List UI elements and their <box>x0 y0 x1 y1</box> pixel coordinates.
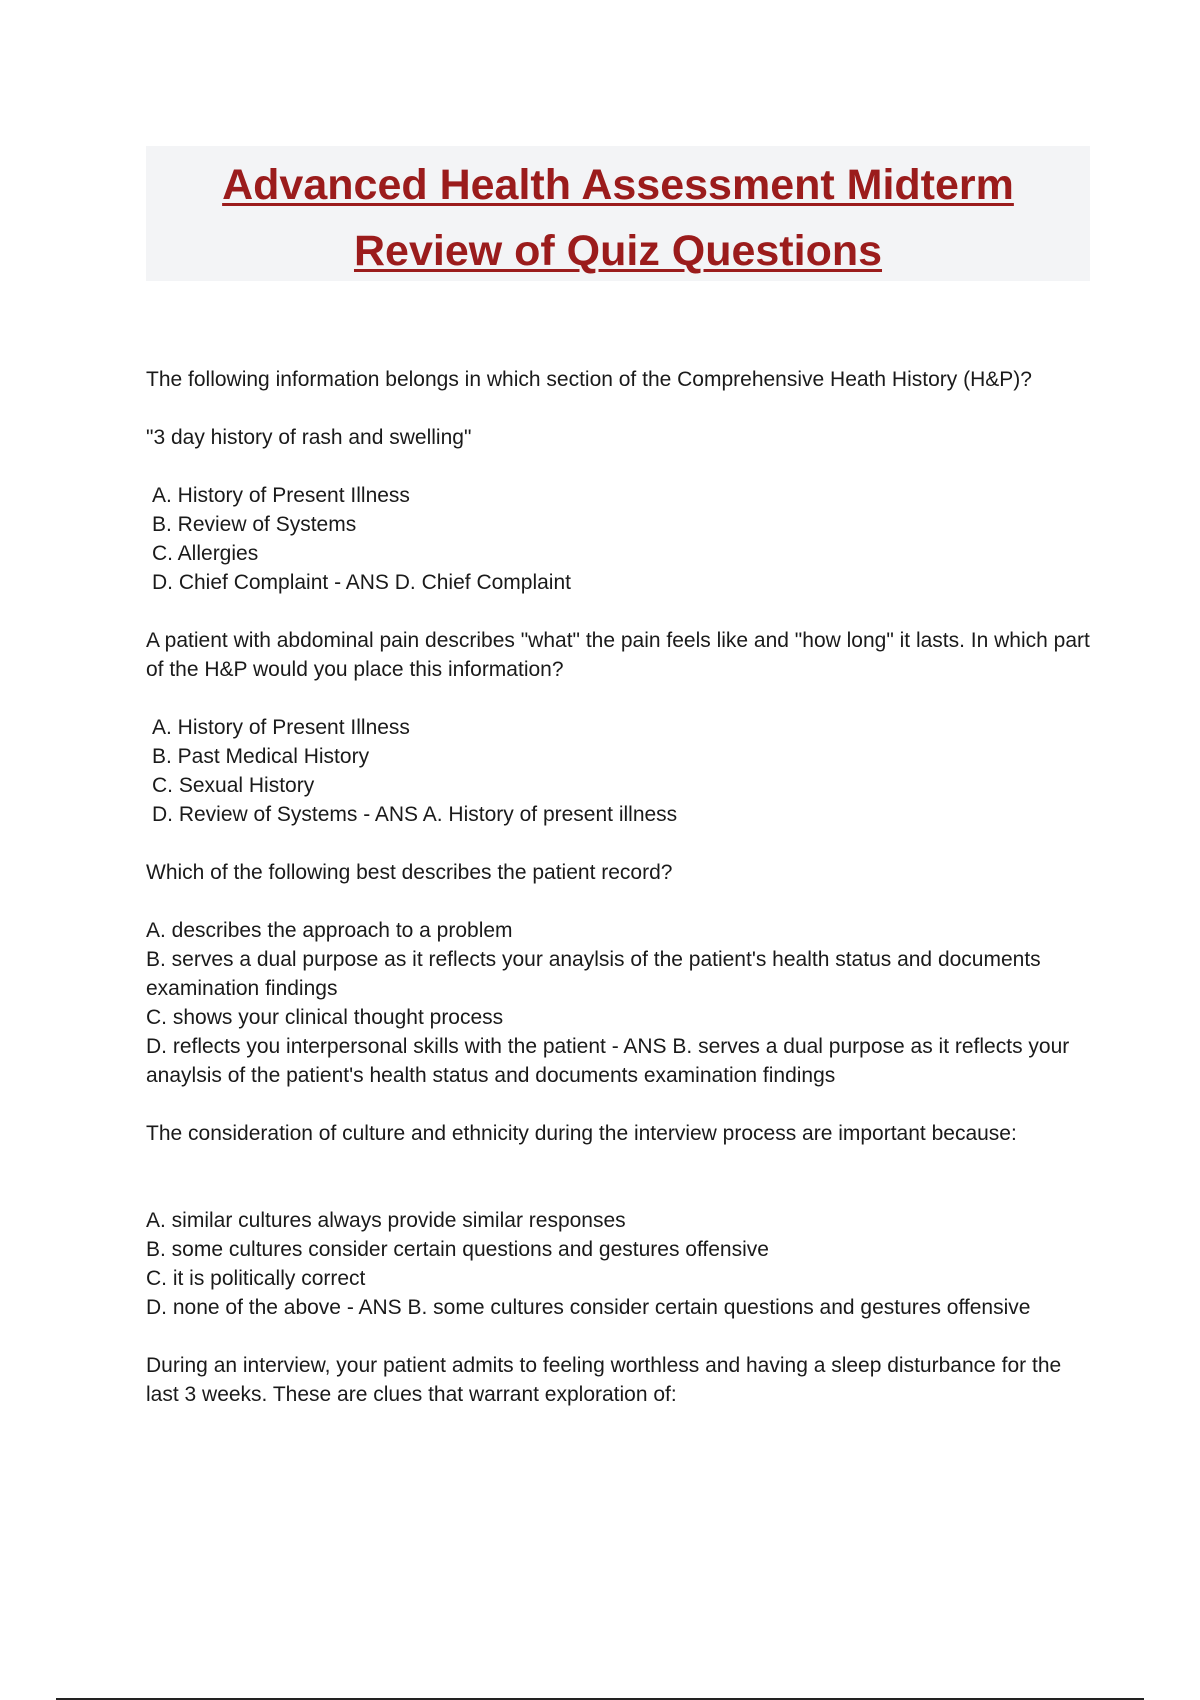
question-4-option-b: B. some cultures consider certain questions and gestures offensive <box>146 1238 769 1261</box>
question-3-options <box>146 916 1096 1090</box>
document-title-line-1: Advanced Health Assessment Midterm <box>222 161 1014 209</box>
question-4-option-d-answer: D. none of the above - ANS B. some cultures consider certain questions and gestures offensive <box>146 1296 1031 1319</box>
question-1-option-c: C. Allergies <box>152 542 259 565</box>
quiz-content <box>146 365 1096 1409</box>
question-2-options <box>146 713 1096 829</box>
question-3-stem: Which of the following best describes the patient record? <box>146 861 673 884</box>
question-2-option-c: C. Sexual History <box>152 774 315 797</box>
question-3-option-b: B. serves a dual purpose as it reflects your anaylsis of the patient's health status and documents examination findings <box>146 948 1041 1000</box>
question-2-stem: A patient with abdominal pain describes "what" the pain feels like and "how long" it lasts. In which part of the H&P would you place this information? <box>146 629 1090 681</box>
document-title-banner <box>146 146 1090 281</box>
question-4-option-a: A. similar cultures always provide similar responses <box>146 1209 626 1232</box>
question-4-option-c: C. it is politically correct <box>146 1267 366 1290</box>
question-1-option-d-answer: D. Chief Complaint - ANS D. Chief Complaint <box>152 571 571 594</box>
question-4-stem: The consideration of culture and ethnicity during the interview process are important because: <box>146 1122 1017 1145</box>
question-2-option-d-answer: D. Review of Systems - ANS A. History of present illness <box>152 803 678 826</box>
question-1-quote: "3 day history of rash and swelling" <box>146 426 472 449</box>
question-3-option-d-answer: D. reflects you interpersonal skills with the patient - ANS B. serves a dual purpose as it reflects your anaylsis of the patient's health status and documents examination findings <box>146 1035 1070 1087</box>
question-2-option-b: B. Past Medical History <box>152 745 370 768</box>
question-1-stem: The following information belongs in which section of the Comprehensive Heath History (H&P)? <box>146 368 1032 391</box>
question-4-options <box>146 1206 1096 1322</box>
question-2-option-a: A. History of Present Illness <box>152 716 410 739</box>
question-1-option-b: B. Review of Systems <box>152 513 357 536</box>
question-1-option-a: A. History of Present Illness <box>152 484 410 507</box>
document-title-line-2: Review of Quiz Questions <box>353 227 883 275</box>
question-5-stem: During an interview, your patient admits to feeling worthless and having a sleep disturbance for the last 3 weeks. These are clues that warrant exploration of: <box>146 1354 1062 1406</box>
question-3-option-a: A. describes the approach to a problem <box>146 919 513 942</box>
question-1-options <box>146 481 1096 597</box>
question-3-option-c: C. shows your clinical thought process <box>146 1006 504 1029</box>
